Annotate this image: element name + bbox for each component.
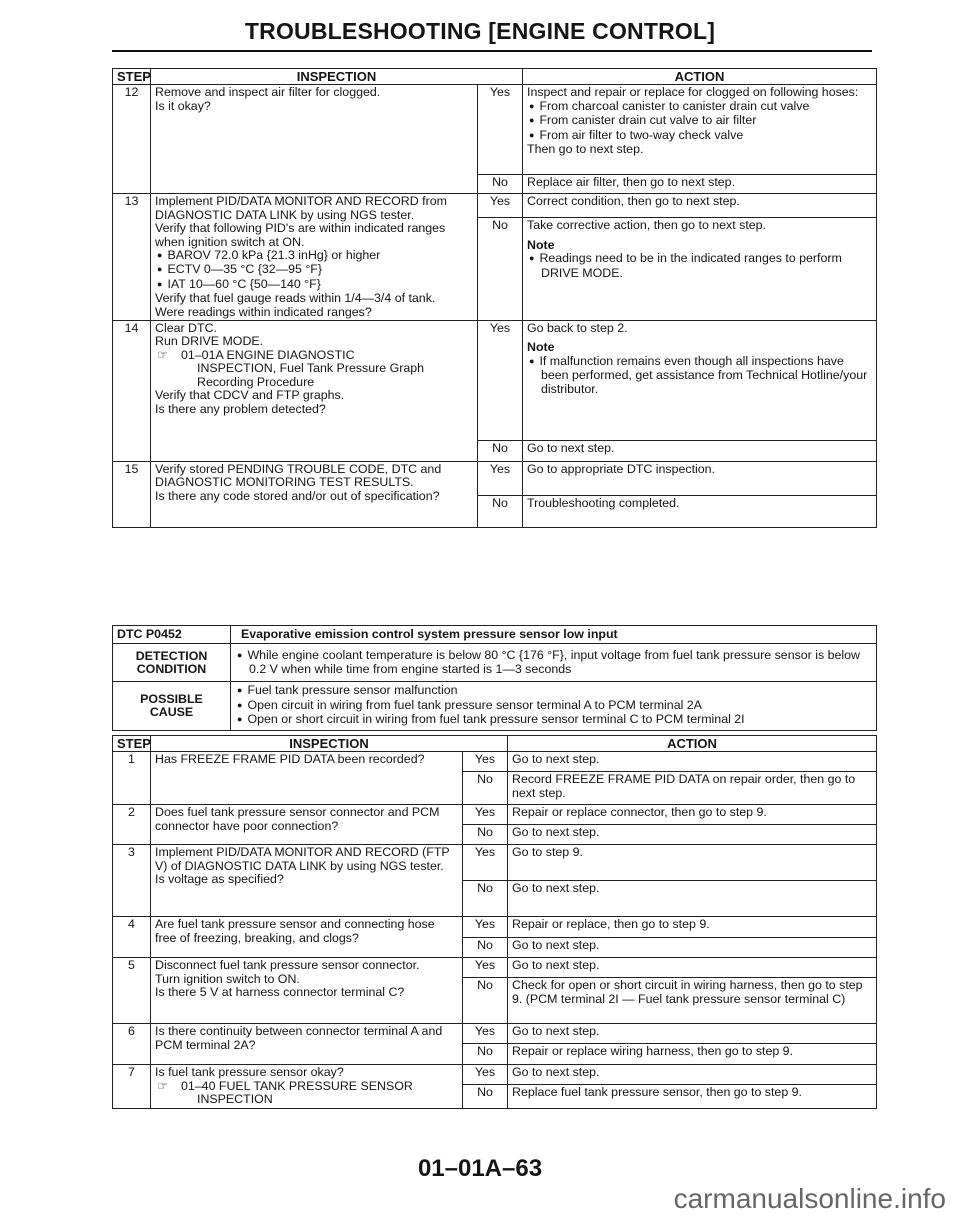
note-label: Note <box>527 340 555 355</box>
result-yes: Yes <box>478 321 523 441</box>
step-number: 6 <box>113 1024 151 1065</box>
step-number: 2 <box>113 805 151 845</box>
table-header-row <box>113 69 877 85</box>
note-label: Note <box>527 237 555 252</box>
action-cell <box>523 321 877 441</box>
cause-bullet: ● Fuel tank pressure sensor malfunction <box>235 684 872 698</box>
action-cell <box>508 845 877 881</box>
inspection-text: Implement PID/DATA MONITOR AND RECORD (FTP V) of DIAGNOSTIC DATA LINK by using NGS tester. <box>155 845 450 873</box>
step-number: 15 <box>113 462 151 528</box>
action-cell <box>508 978 877 1024</box>
result-no: No <box>463 978 508 1024</box>
result-no: No <box>478 441 523 462</box>
action-text: Go to next step. <box>512 1065 600 1080</box>
troubleshooting-table-2 <box>112 735 877 1109</box>
result-yes: Yes <box>463 958 508 978</box>
page-title: TROUBLESHOOTING [ENGINE CONTROL] <box>244 18 716 44</box>
inspection-cell <box>151 1024 463 1065</box>
action-cell <box>523 175 877 194</box>
inspection-text: Verify that following PID's are within indicated ranges when ignition switch at ON. <box>155 221 446 249</box>
dtc-description: Evaporative emission control system pressure sensor low input <box>231 626 877 644</box>
step-number: 13 <box>113 194 151 321</box>
inspection-text: Verify stored PENDING TROUBLE CODE, DTC and DIAGNOSTIC MONITORING TEST RESULTS. <box>155 462 442 490</box>
watermark: carmanualsonline.info <box>673 1183 946 1214</box>
table-row <box>113 462 877 496</box>
dtc-title-row <box>113 626 877 644</box>
step-number: 5 <box>113 958 151 1024</box>
step-number: 1 <box>113 752 151 805</box>
dtc-cause-row <box>113 682 877 730</box>
inspection-cell <box>151 194 478 321</box>
inspection-text: Are fuel tank pressure sensor and connecting hose free of freezing, breaking, and clogs? <box>155 917 435 945</box>
action-text: Repair or replace wiring harness, then go to step 9. <box>512 1044 794 1059</box>
inspection-text: Is there continuity between connector terminal A and PCM terminal 2A? <box>155 1024 443 1052</box>
result-yes: Yes <box>463 917 508 938</box>
inspection-text: Is fuel tank pressure sensor okay? <box>155 1065 344 1080</box>
result-yes: Yes <box>463 1024 508 1044</box>
action-text: Check for open or short circuit in wiring harness, then go to step 9. (PCM terminal 2I — Fuel tank pressure sensor terminal C) <box>512 978 863 1006</box>
inspection-text: Disconnect fuel tank pressure sensor connector. <box>155 958 420 973</box>
result-yes: Yes <box>478 462 523 496</box>
result-yes: Yes <box>463 845 508 881</box>
action-column-header: ACTION <box>523 69 877 85</box>
action-cell <box>508 805 877 825</box>
inspection-cell <box>151 917 463 958</box>
inspection-text: Run DRIVE MODE. <box>155 334 264 349</box>
action-bullet: ● Readings need to be in the indicated ranges to perform DRIVE MODE. <box>527 252 872 280</box>
reference-text: 01–40 FUEL TANK PRESSURE SENSOR <box>181 1078 413 1093</box>
inspection-text: Is there any code stored and/or out of specification? <box>155 488 440 503</box>
table-row <box>113 1065 877 1085</box>
inspection-text: Were readings within indicated ranges? <box>155 304 372 319</box>
action-text: Record FREEZE FRAME PID DATA on repair order, then go to next step. <box>512 772 856 800</box>
action-cell <box>523 85 877 175</box>
inspection-text: Clear DTC. <box>155 321 217 336</box>
action-cell <box>508 825 877 845</box>
inspection-cell <box>151 85 478 194</box>
result-yes: Yes <box>463 805 508 825</box>
reference-continuation: INSPECTION <box>197 1092 273 1107</box>
action-text: Go back to step 2. <box>527 321 628 336</box>
step-number: 12 <box>113 85 151 194</box>
inspection-text: Remove and inspect air filter for clogged. <box>155 85 381 100</box>
detection-condition-label: DETECTION CONDITION <box>113 644 231 682</box>
possible-cause-list <box>231 682 877 730</box>
inspection-bullet: ● BAROV 72.0 kPa {21.3 inHg} or higher <box>155 249 473 263</box>
action-cell <box>523 441 877 462</box>
action-text: Go to next step. <box>512 958 600 973</box>
result-no: No <box>463 938 508 958</box>
inspection-column-header: INSPECTION <box>151 69 523 85</box>
action-cell <box>508 1044 877 1065</box>
inspection-text: Implement PID/DATA MONITOR AND RECORD from DIAGNOSTIC DATA LINK by using NGS tester. <box>155 194 447 222</box>
inspection-cell <box>151 321 478 462</box>
inspection-text: Verify that CDCV and FTP graphs. <box>155 388 345 403</box>
page-number: 01–01A–63 <box>417 1155 543 1182</box>
step-number: 14 <box>113 321 151 462</box>
action-text: Correct condition, then go to next step. <box>527 194 740 209</box>
action-text: Repair or replace connector, then go to step 9. <box>512 805 767 820</box>
action-cell <box>508 958 877 978</box>
reference-link: ☞ 01–01A ENGINE DIAGNOSTIC <box>157 347 355 362</box>
step-number: 3 <box>113 845 151 917</box>
result-no: No <box>478 175 523 194</box>
table-row <box>113 321 877 441</box>
action-text: Replace air filter, then go to next step. <box>527 175 736 190</box>
action-cell <box>508 1024 877 1044</box>
result-yes: Yes <box>463 1065 508 1085</box>
result-no: No <box>463 1044 508 1065</box>
step-number: 4 <box>113 917 151 958</box>
action-cell <box>508 881 877 917</box>
action-cell <box>508 1065 877 1085</box>
table-header-row <box>113 736 877 752</box>
action-column-header: ACTION <box>508 736 877 752</box>
inspection-cell <box>151 1065 463 1109</box>
action-text: Troubleshooting completed. <box>527 496 680 511</box>
table-row <box>113 845 877 881</box>
dtc-detection-row <box>113 644 877 682</box>
step-number: 7 <box>113 1065 151 1109</box>
action-cell <box>523 194 877 218</box>
result-no: No <box>478 218 523 321</box>
step-column-header: STEP <box>113 69 151 85</box>
action-text: Then go to next step. <box>527 142 644 157</box>
dtc-table <box>112 625 877 731</box>
table-row <box>113 752 877 772</box>
inspection-cell <box>151 958 463 1024</box>
action-text: Inspect and repair or replace for clogged on following hoses: <box>527 85 859 100</box>
action-cell <box>523 218 877 321</box>
result-yes: Yes <box>478 85 523 175</box>
detection-condition-text <box>231 644 877 682</box>
result-no: No <box>463 825 508 845</box>
troubleshooting-table-1 <box>112 68 877 528</box>
table-row <box>113 1024 877 1044</box>
action-text: Take corrective action, then go to next step. <box>527 218 766 233</box>
action-bullet: ● From air filter to two-way check valve <box>527 129 872 143</box>
inspection-cell <box>151 462 478 528</box>
action-text: Go to next step. <box>512 1024 600 1039</box>
action-text: Go to next step. <box>512 881 600 896</box>
result-no: No <box>478 496 523 528</box>
result-no: No <box>463 1085 508 1109</box>
action-cell <box>508 1085 877 1109</box>
inspection-text: Is there 5 V at harness connector terminal C? <box>155 985 405 1000</box>
detection-bullet: ● While engine coolant temperature is below 80 °C {176 °F}, input voltage from fuel tank pressure sensor is below 0.2 V when while time from engine started is 1—3 seconds <box>235 649 872 677</box>
inspection-text: Has FREEZE FRAME PID DATA been recorded? <box>155 752 425 767</box>
reference-text: 01–01A ENGINE DIAGNOSTIC <box>181 347 355 362</box>
action-text: Go to next step. <box>512 938 600 953</box>
cause-bullet: ● Open or short circuit in wiring from fuel tank pressure sensor terminal C to PCM terminal 2I <box>235 713 872 727</box>
inspection-text: Verify that fuel gauge reads within 1/4—3/4 of tank. <box>155 291 436 306</box>
title-rule <box>112 50 872 52</box>
action-cell <box>523 462 877 496</box>
table-row <box>113 85 877 175</box>
action-text: Repair or replace, then go to step 9. <box>512 917 710 932</box>
action-bullet: ● From charcoal canister to canister drain cut valve <box>527 100 872 114</box>
step-column-header: STEP <box>113 736 151 752</box>
inspection-cell <box>151 845 463 917</box>
inspection-text: Turn ignition switch to ON. <box>155 971 300 986</box>
result-no: No <box>463 881 508 917</box>
action-cell <box>508 938 877 958</box>
reference-continuation: INSPECTION, Fuel Tank Pressure Graph Recording Procedure <box>197 361 425 389</box>
action-bullet: ● If malfunction remains even though all inspections have been performed, get assistance from Technical Hotline/your distributor. <box>527 355 872 396</box>
action-text: Go to appropriate DTC inspection. <box>527 462 716 477</box>
action-text: Go to next step. <box>512 752 600 767</box>
action-text: Replace fuel tank pressure sensor, then go to step 9. <box>512 1085 802 1100</box>
inspection-bullet: ● ECTV 0—35 °C {32—95 °F} <box>155 263 473 277</box>
inspection-text: Is it okay? <box>155 98 211 113</box>
action-cell <box>523 496 877 528</box>
action-cell <box>508 752 877 772</box>
cause-bullet: ● Open circuit in wiring from fuel tank pressure sensor terminal A to PCM terminal 2A <box>235 699 872 713</box>
table-row <box>113 958 877 978</box>
action-bullet: ● From canister drain cut valve to air filter <box>527 114 872 128</box>
possible-cause-label: POSSIBLE CAUSE <box>113 682 231 730</box>
result-yes: Yes <box>478 194 523 218</box>
inspection-cell <box>151 805 463 845</box>
inspection-cell <box>151 752 463 805</box>
reference-link: ☞ 01–40 FUEL TANK PRESSURE SENSOR <box>157 1078 413 1093</box>
table-row <box>113 917 877 938</box>
table-row <box>113 194 877 218</box>
result-no: No <box>463 772 508 805</box>
action-cell <box>508 772 877 805</box>
action-text: Go to next step. <box>527 441 615 456</box>
table-row <box>113 805 877 825</box>
inspection-text: Does fuel tank pressure sensor connector and PCM connector have poor connection? <box>155 805 440 833</box>
inspection-text: Is there any problem detected? <box>155 401 326 416</box>
dtc-code: DTC P0452 <box>113 626 231 644</box>
action-text: Go to step 9. <box>512 845 583 860</box>
inspection-text: Is voltage as specified? <box>155 872 284 887</box>
inspection-column-header: INSPECTION <box>151 736 508 752</box>
action-cell <box>508 917 877 938</box>
action-text: Go to next step. <box>512 825 600 840</box>
inspection-bullet: ● IAT 10—60 °C {50—140 °F} <box>155 278 473 292</box>
result-yes: Yes <box>463 752 508 772</box>
